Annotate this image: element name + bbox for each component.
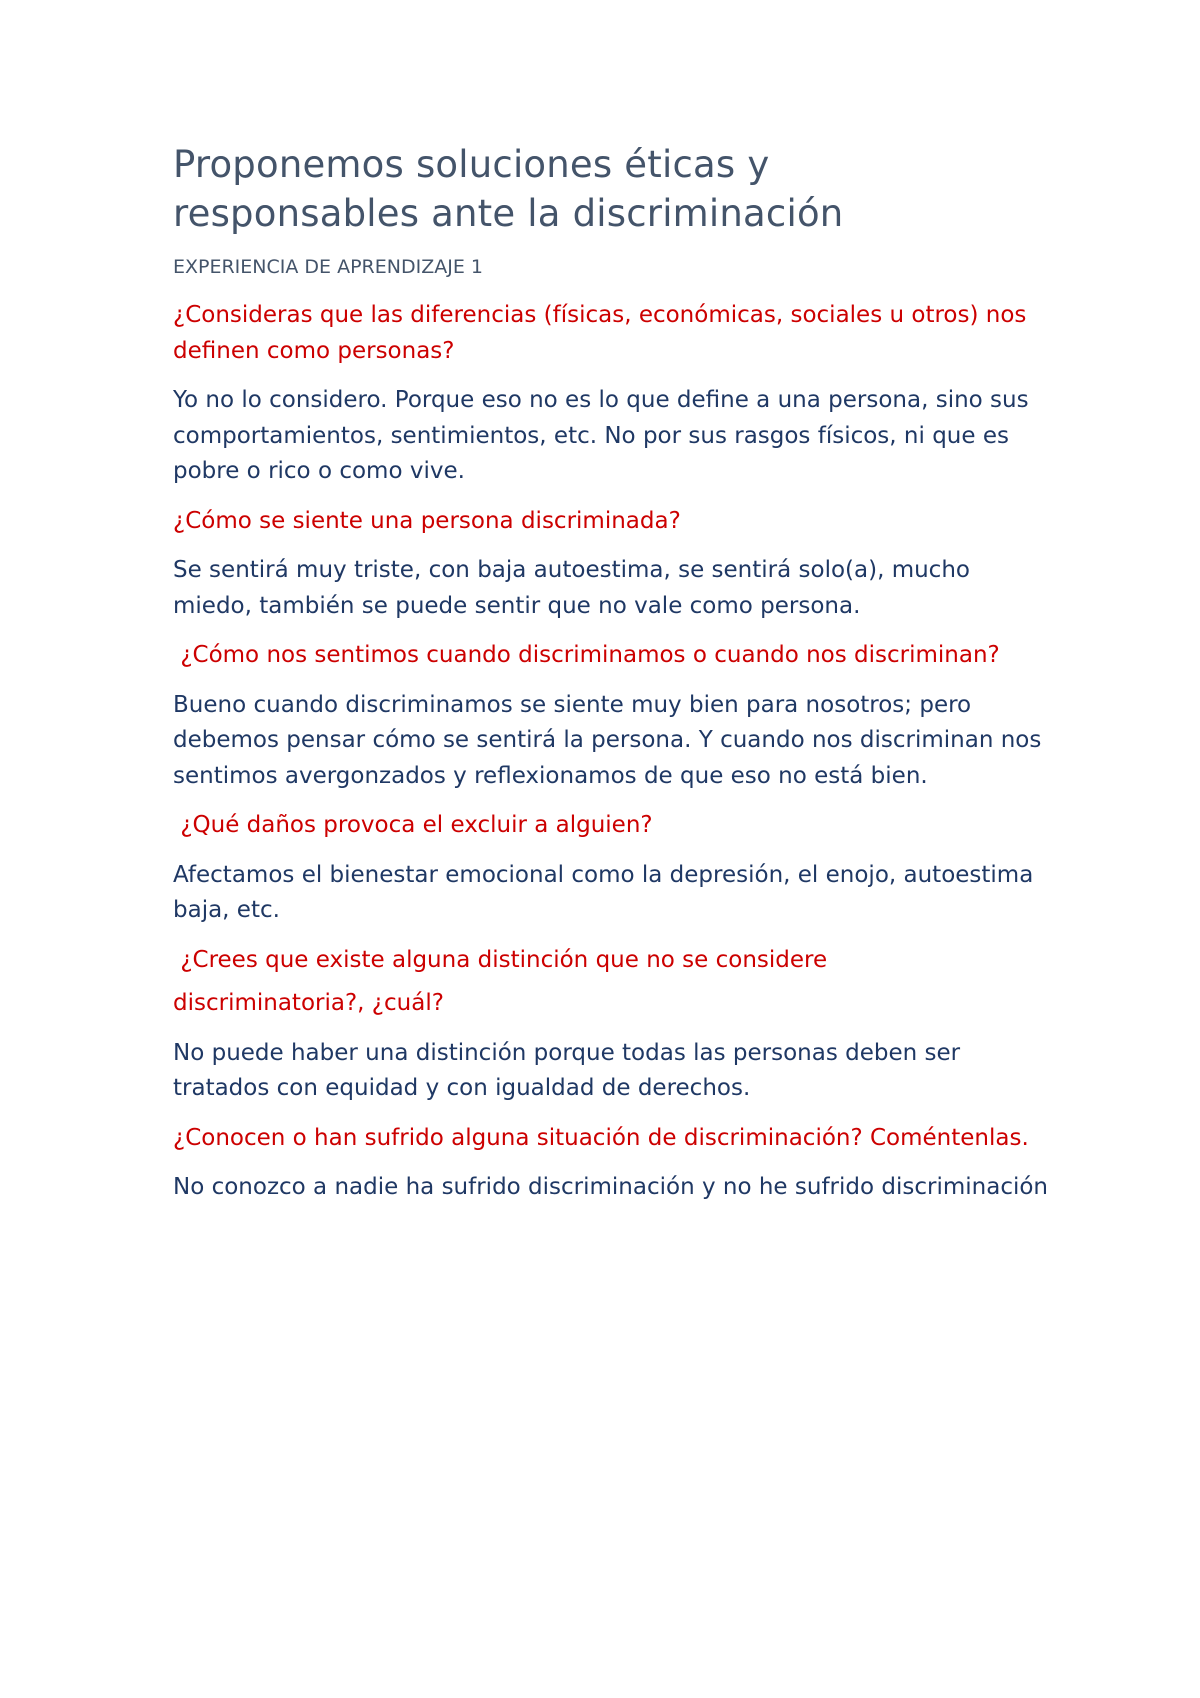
qa-block-6 — [173, 1121, 1053, 1206]
question-3: ¿Cómo nos sentimos cuando discriminamos o cuando nos discriminan? — [173, 642, 1000, 668]
qa-block-3 — [173, 638, 1053, 794]
answer-1: Yo no lo considero. Porque eso no es lo que define a una persona, sino sus comportamientos, sentimientos, etc. No por sus rasgos físicos, ni que es pobre o rico o como vive. — [173, 387, 1029, 484]
qa-block-1 — [173, 298, 1053, 490]
answer-2: Se sentirá muy triste, con baja autoestima, se sentirá solo(a), mucho miedo, también se puede sentir que no vale como persona. — [173, 557, 970, 619]
title-line-2: responsables ante la discriminación — [173, 192, 844, 235]
document-subtitle: EXPERIENCIA DE APRENDIZAJE 1 — [173, 256, 483, 278]
title-line-1: Proponemos soluciones éticas y — [173, 143, 770, 186]
answer-5: No puede haber una distinción porque todas las personas deben ser tratados con equidad y con igualdad de derechos. — [173, 1039, 961, 1101]
answer-6: No conozco a nadie ha sufrido discriminación y no he sufrido discriminación — [173, 1174, 1048, 1200]
question-2: ¿Cómo se siente una persona discriminada? — [173, 507, 681, 534]
question-5-line-1: ¿Crees que existe alguna distinción que no se considere — [173, 946, 828, 973]
document-title — [173, 140, 1053, 238]
answer-4: Afectamos el bienestar emocional como la depresión, el enojo, autoestima baja, etc. — [173, 861, 1034, 923]
question-1: ¿Consideras que las diferencias (físicas, económicas, sociales u otros) nos definen como personas? — [173, 302, 1027, 364]
document-page — [173, 140, 1053, 1206]
answer-3: Bueno cuando discriminamos se siente muy bien para nosotros; pero debemos pensar cómo se sentirá la persona. Y cuando nos discriminan nos sentimos avergonzados y reflexionamos de que eso no está bien. — [173, 691, 1042, 789]
question-5-line-2: discriminatoria?, ¿cuál? — [173, 990, 444, 1016]
question-5 — [173, 943, 1053, 1022]
question-4: ¿Qué daños provoca el excluir a alguien? — [173, 812, 653, 838]
question-6: ¿Conocen o han sufrido alguna situación de discriminación? Coméntenlas. — [173, 1124, 1029, 1151]
qa-block-5 — [173, 943, 1053, 1107]
qa-block-2 — [173, 504, 1053, 625]
qa-block-4 — [173, 808, 1053, 929]
